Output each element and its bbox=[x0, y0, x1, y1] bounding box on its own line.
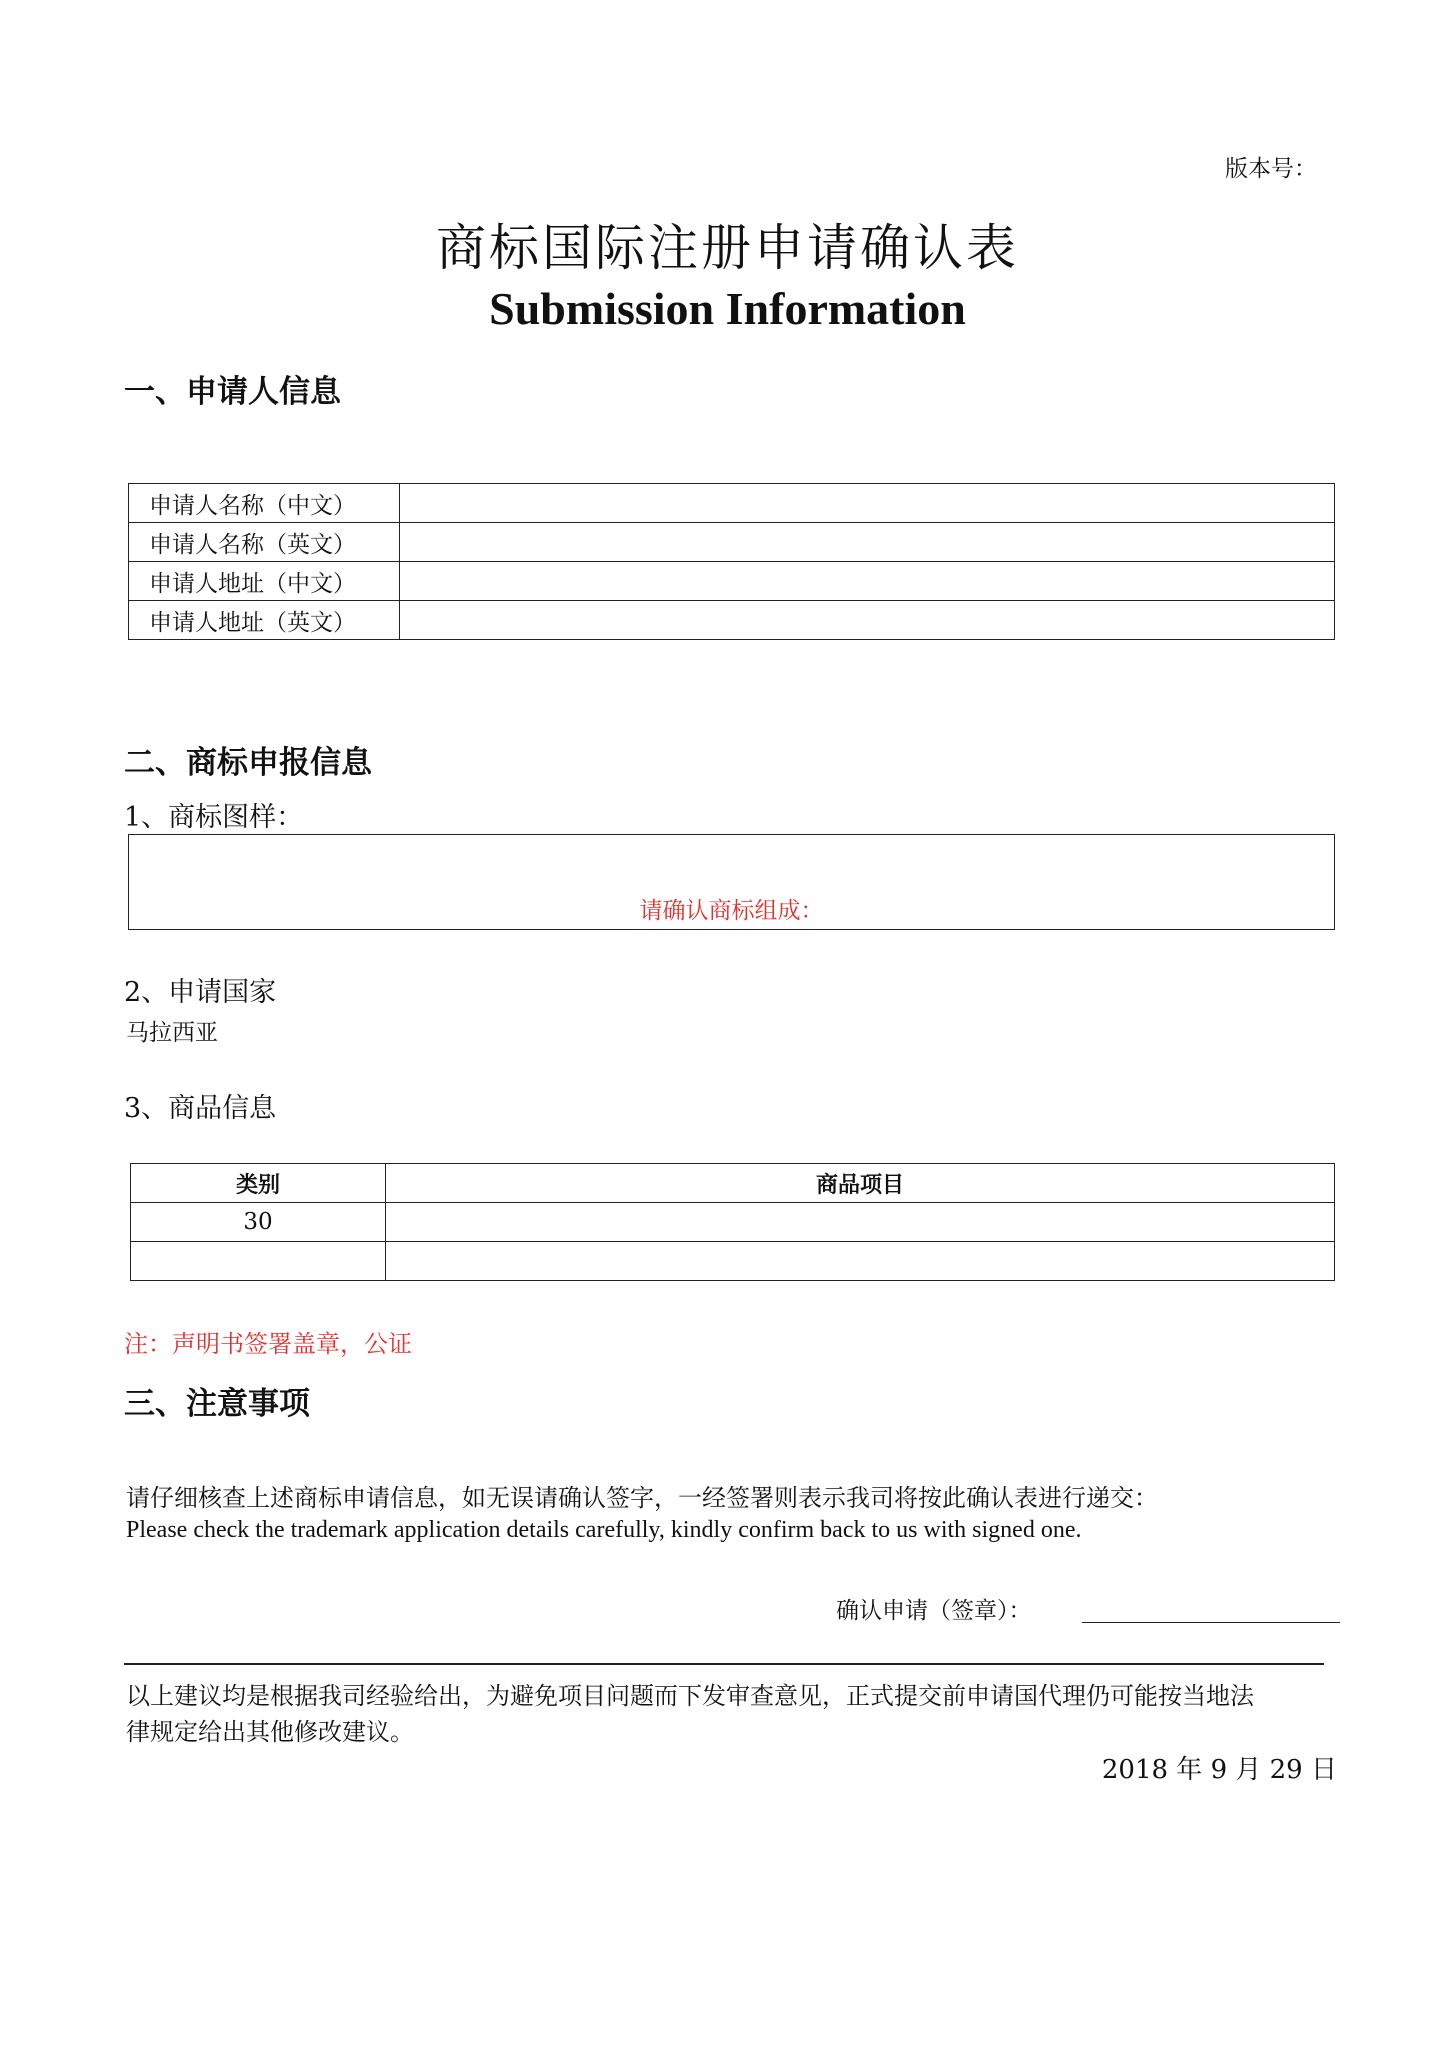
class-cell[interactable] bbox=[131, 1242, 386, 1281]
section2-heading: 二、商标申报信息 bbox=[124, 745, 372, 781]
table-row bbox=[129, 523, 1335, 562]
applicant-name-en-label: 申请人名称（英文） bbox=[129, 523, 400, 562]
table-row bbox=[131, 1203, 1335, 1242]
table-row bbox=[129, 562, 1335, 601]
trademark-composition-hint: 请确认商标组成： bbox=[639, 898, 824, 924]
version-label: 版本号： bbox=[1225, 156, 1317, 182]
applicant-address-cn-label: 申请人地址（中文） bbox=[129, 562, 400, 601]
signature-label: 确认申请（签章）： bbox=[836, 1598, 1032, 1624]
section1-heading: 一、申请人信息 bbox=[124, 374, 341, 410]
applicant-address-en-value[interactable] bbox=[400, 601, 1335, 640]
table-row bbox=[131, 1242, 1335, 1281]
applicant-address-en-label: 申请人地址（英文） bbox=[129, 601, 400, 640]
notarization-note: 注：声明书签署盖章，公证 bbox=[124, 1330, 412, 1358]
goods-table bbox=[130, 1163, 1335, 1281]
applicant-name-cn-value[interactable] bbox=[400, 484, 1335, 523]
applicant-info-table bbox=[128, 483, 1335, 640]
table-header-row bbox=[131, 1164, 1335, 1203]
disclaimer-line-2: 律规定给出其他修改建议。 bbox=[126, 1718, 414, 1746]
column-header-class: 类别 bbox=[131, 1164, 386, 1203]
goods-cell[interactable] bbox=[386, 1203, 1335, 1242]
document-date: 2018 年 9 月 29 日 bbox=[1101, 1755, 1337, 1785]
country-value: 马拉西亚 bbox=[126, 1020, 218, 1046]
table-row bbox=[129, 484, 1335, 523]
class-cell: 30 bbox=[131, 1203, 386, 1242]
column-header-goods: 商品项目 bbox=[386, 1164, 1335, 1203]
goods-cell[interactable] bbox=[386, 1242, 1335, 1281]
trademark-sample-label: 1、商标图样： bbox=[124, 802, 304, 833]
country-label: 2、申请国家 bbox=[124, 977, 277, 1008]
signature-line[interactable] bbox=[1082, 1622, 1340, 1623]
notice-paragraph-cn: 请仔细核查上述商标申请信息，如无误请确认签字，一经签署则表示我司将按此确认表进行递交： bbox=[126, 1484, 1158, 1512]
page-title-en: Submission Information bbox=[489, 283, 966, 334]
notice-paragraph-en: Please check the trademark application details carefully, kindly confirm back to us with signed one. bbox=[126, 1517, 1082, 1543]
table-row bbox=[129, 601, 1335, 640]
section3-heading: 三、注意事项 bbox=[124, 1386, 310, 1422]
divider bbox=[124, 1663, 1324, 1665]
applicant-name-en-value[interactable] bbox=[400, 523, 1335, 562]
trademark-sample-box bbox=[128, 834, 1335, 930]
page-title-cn: 商标国际注册申请确认表 bbox=[436, 219, 1019, 277]
applicant-name-cn-label: 申请人名称（中文） bbox=[129, 484, 400, 523]
applicant-address-cn-value[interactable] bbox=[400, 562, 1335, 601]
goods-info-label: 3、商品信息 bbox=[124, 1093, 277, 1124]
disclaimer-line-1: 以上建议均是根据我司经验给出，为避免项目问题而下发审查意见，正式提交前申请国代理仍可能按当地法 bbox=[126, 1682, 1254, 1710]
